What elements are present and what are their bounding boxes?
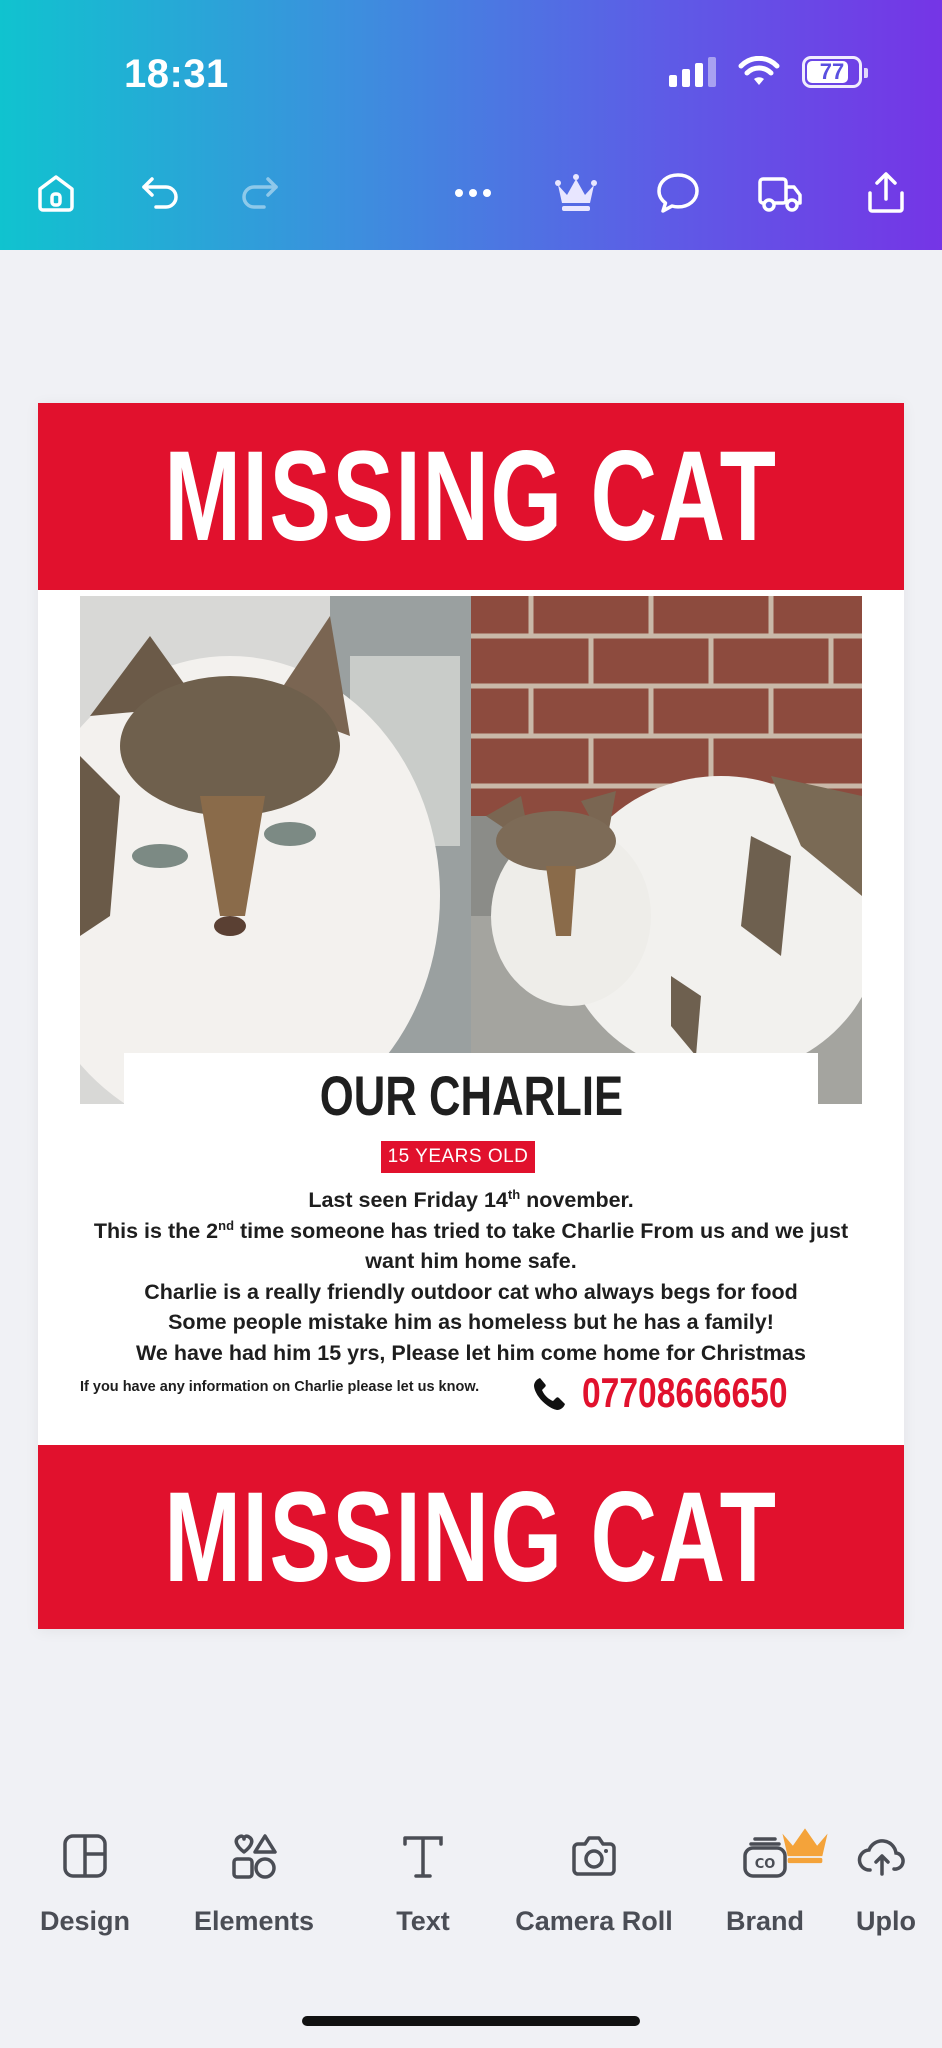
upload-icon: [856, 1830, 908, 1882]
cat-name-heading[interactable]: [38, 1063, 904, 1128]
home-icon: [32, 169, 80, 217]
top-bar: [0, 0, 942, 250]
share-button[interactable]: [856, 163, 916, 223]
cat-photo-closeup[interactable]: [80, 596, 471, 1104]
homeless-line: Some people mistake him as homeless but he has a family!: [168, 1310, 774, 1334]
home-indicator[interactable]: [302, 2016, 640, 2026]
wifi-icon: [738, 56, 780, 88]
undo-button[interactable]: [130, 163, 190, 223]
tool-uploads[interactable]: Uplo: [856, 1830, 942, 1937]
phone-number[interactable]: 07708666650: [582, 1369, 788, 1416]
last-seen-line: Last seen Friday 14th november.: [308, 1186, 634, 1212]
tool-camera-roll[interactable]: Camera Roll: [514, 1830, 674, 1937]
bottom-toolbar: [0, 1810, 942, 1960]
comment-icon: [654, 169, 702, 217]
battery-level: 77: [819, 59, 845, 84]
share-icon: [862, 169, 910, 217]
elements-icon: [228, 1830, 280, 1882]
phone-icon: [532, 1376, 568, 1412]
second-time-line: This is the 2nd time someone has tried to take Charlie From us and we just want him home safe.: [93, 1217, 849, 1273]
svg-text:CO: CO: [754, 1857, 776, 1872]
cat-name-text: OUR CHARLIE: [319, 1064, 623, 1127]
tool-elements[interactable]: Elements: [174, 1830, 334, 1937]
banner-bottom-text: MISSING CAT: [164, 1465, 778, 1609]
more-button[interactable]: [443, 163, 503, 223]
banner-top-text: MISSING CAT: [164, 425, 778, 568]
status-time: 18:31: [124, 52, 229, 96]
design-canvas[interactable]: [38, 403, 904, 1629]
crown-icon: [552, 169, 600, 217]
cat-photo-brick-wall-image: [471, 596, 862, 1104]
info-text[interactable]: If you have any information on Charlie please let us know.: [80, 1379, 480, 1395]
age-badge[interactable]: 15 YEARS OLD: [381, 1141, 535, 1173]
status-icons: [669, 56, 862, 88]
cat-photo-brick-wall[interactable]: [471, 596, 862, 1104]
undo-icon: [136, 169, 184, 217]
description-text[interactable]: [78, 1185, 864, 1368]
cellular-signal-icon: [669, 57, 716, 87]
tool-brand[interactable]: CO Brand: [685, 1830, 845, 1937]
comment-button[interactable]: [648, 163, 708, 223]
design-icon: [59, 1830, 111, 1882]
tool-design[interactable]: Design: [5, 1830, 165, 1937]
brand-crown-icon: [779, 1818, 831, 1870]
home-button[interactable]: [26, 163, 86, 223]
delivery-button[interactable]: [750, 163, 810, 223]
text-icon: [397, 1830, 449, 1882]
redo-button[interactable]: [230, 163, 290, 223]
banner-bottom[interactable]: [38, 1445, 904, 1629]
tool-text[interactable]: Text: [343, 1830, 503, 1937]
cat-photo-closeup-image: [80, 596, 471, 1104]
redo-icon: [236, 169, 284, 217]
christmas-line: We have had him 15 yrs, Please let him come home for Christmas: [136, 1340, 806, 1365]
banner-top[interactable]: [38, 403, 904, 590]
camera-icon: [568, 1830, 620, 1882]
truck-icon: [756, 169, 804, 217]
friendly-line: Charlie is a really friendly outdoor cat who always begs for food: [144, 1279, 798, 1304]
premium-button[interactable]: [546, 163, 606, 223]
battery-icon: [802, 56, 862, 88]
more-icon: [449, 169, 497, 217]
